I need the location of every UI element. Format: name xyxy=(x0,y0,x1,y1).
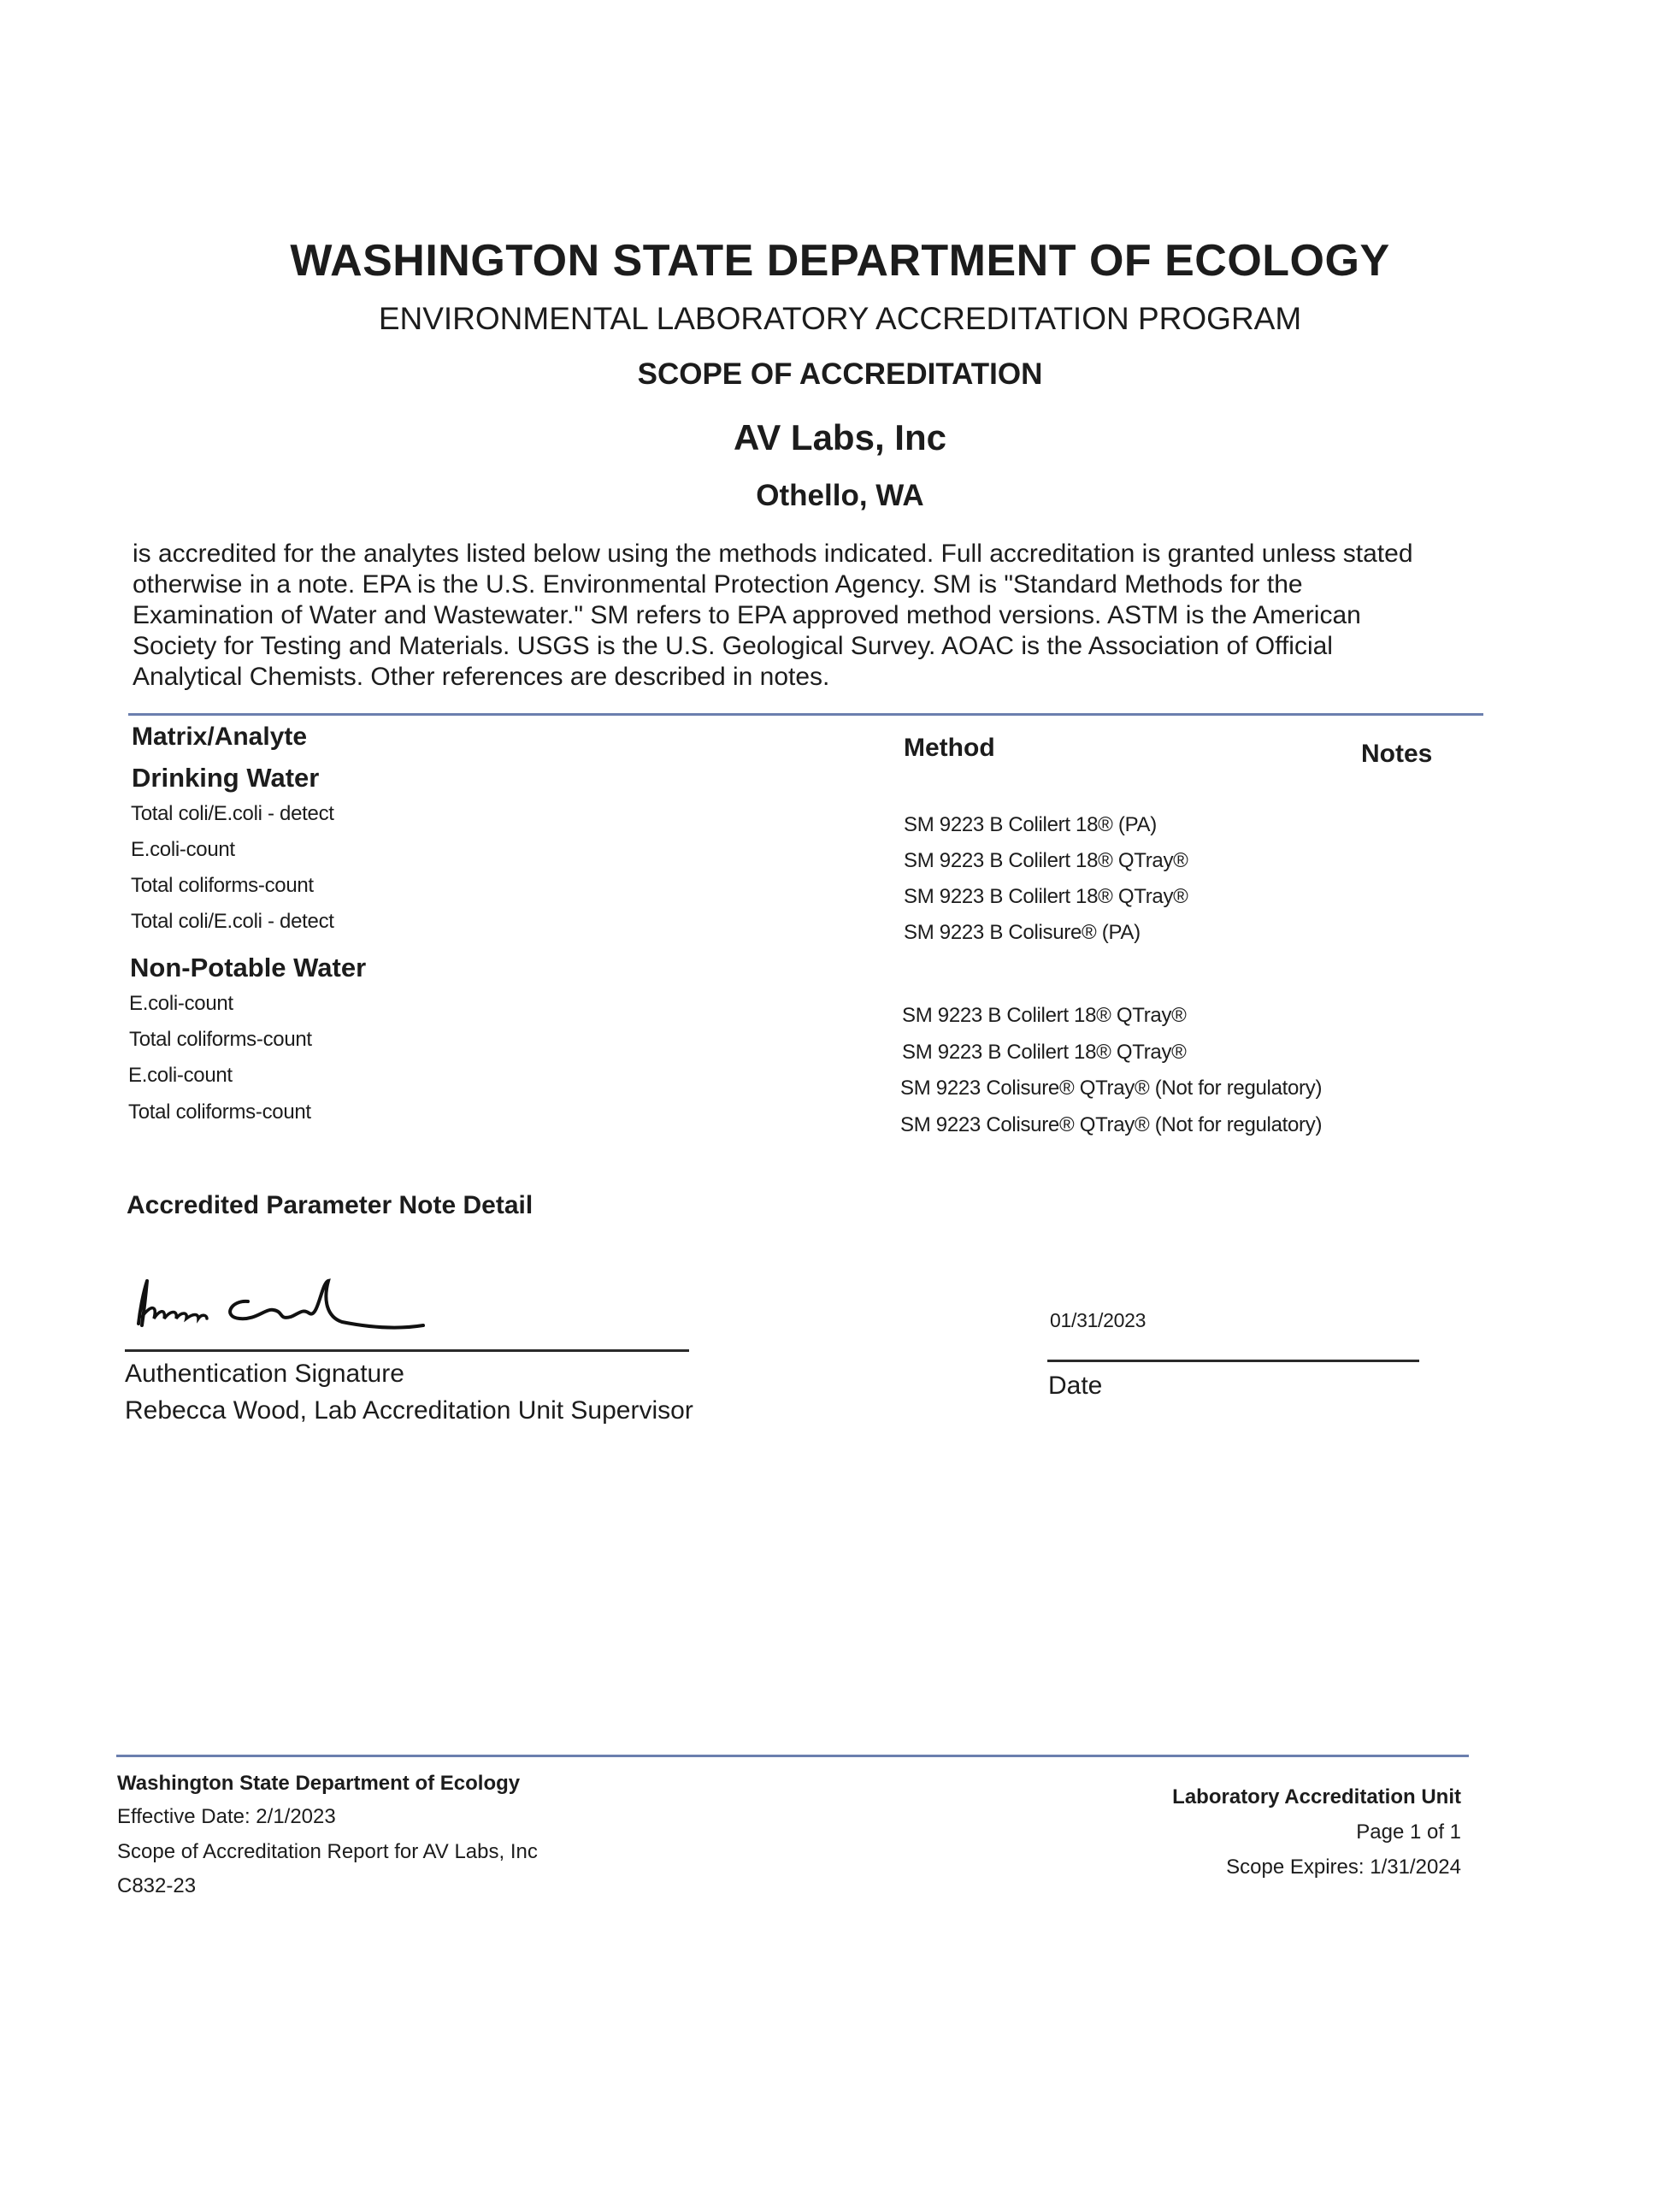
matrix-heading-non-potable-water: Non-Potable Water xyxy=(130,953,367,982)
signature-line xyxy=(125,1349,689,1352)
intro-line: Analytical Chemists. Other references are described in notes. xyxy=(133,663,830,691)
signature-date: 01/31/2023 xyxy=(1050,1309,1147,1331)
analyte-cell: Total coli/E.coli - detect xyxy=(131,910,334,933)
footer-scope-expires: Scope Expires: 1/31/2024 xyxy=(1226,1856,1461,1879)
analyte-cell: Total coli/E.coli - detect xyxy=(131,802,334,825)
agency-title: WASHINGTON STATE DEPARTMENT OF ECOLOGY xyxy=(290,236,1390,286)
method-cell: SM 9223 B Colilert 18® (PA) xyxy=(904,813,1157,836)
analyte-cell: E.coli-count xyxy=(128,1064,233,1087)
method-cell: SM 9223 Colisure® QTray® (Not for regulatory) xyxy=(900,1077,1323,1100)
matrix-heading-drinking-water: Drinking Water xyxy=(132,763,320,793)
footer-effective-date: Effective Date: 2/1/2023 xyxy=(117,1805,336,1828)
table-top-rule xyxy=(128,713,1483,716)
analyte-cell: E.coli-count xyxy=(131,838,235,861)
column-header-notes: Notes xyxy=(1361,740,1433,768)
intro-paragraph xyxy=(133,539,1466,693)
analyte-cell: Total coliforms-count xyxy=(129,1028,312,1051)
method-cell: SM 9223 B Colilert 18® QTray® xyxy=(904,849,1188,872)
note-detail-heading: Accredited Parameter Note Detail xyxy=(127,1191,533,1219)
handwritten-signature xyxy=(128,1266,436,1334)
analyte-cell: E.coli-count xyxy=(129,992,233,1015)
intro-line: otherwise in a note. EPA is the U.S. Environmental Protection Agency. SM is "Standard Methods for the xyxy=(133,570,1303,599)
signature-label: Authentication Signature xyxy=(125,1360,404,1388)
intro-line: is accredited for the analytes listed below using the methods indicated. Full accreditation is granted unless stated xyxy=(133,540,1413,568)
intro-line: Society for Testing and Materials. USGS is the U.S. Geological Survey. AOAC is the Association of Official xyxy=(133,632,1333,660)
method-cell: SM 9223 Colisure® QTray® (Not for regulatory) xyxy=(900,1113,1323,1136)
footer-report-for: Scope of Accreditation Report for AV Labs, Inc xyxy=(117,1840,538,1863)
column-header-analyte: Matrix/Analyte xyxy=(132,723,308,751)
footer-agency: Washington State Department of Ecology xyxy=(117,1772,521,1795)
method-cell: SM 9223 B Colilert 18® QTray® xyxy=(904,885,1188,908)
method-cell: SM 9223 B Colilert 18® QTray® xyxy=(902,1004,1187,1027)
document-title: SCOPE OF ACCREDITATION xyxy=(637,357,1043,391)
lab-name: AV Labs, Inc xyxy=(734,417,946,457)
analyte-cell: Total coliforms-count xyxy=(131,874,314,897)
lab-location: Othello, WA xyxy=(756,479,924,512)
column-header-method: Method xyxy=(904,734,995,762)
footer-certificate-number: C832-23 xyxy=(117,1874,197,1897)
signer-name: Rebecca Wood, Lab Accreditation Unit Supervisor xyxy=(125,1396,693,1425)
analyte-cell: Total coliforms-count xyxy=(128,1100,311,1124)
date-line xyxy=(1047,1360,1419,1362)
date-label: Date xyxy=(1048,1372,1103,1400)
program-title: ENVIRONMENTAL LABORATORY ACCREDITATION PROGRAM xyxy=(378,301,1302,336)
footer-unit: Laboratory Accreditation Unit xyxy=(1172,1785,1461,1808)
intro-line: Examination of Water and Wastewater." SM refers to EPA approved method versions. ASTM is the American xyxy=(133,601,1361,629)
method-cell: SM 9223 B Colilert 18® QTray® xyxy=(902,1041,1187,1064)
method-cell: SM 9223 B Colisure® (PA) xyxy=(904,921,1141,944)
footer-page-number: Page 1 of 1 xyxy=(1356,1820,1461,1844)
footer-rule xyxy=(116,1755,1469,1757)
